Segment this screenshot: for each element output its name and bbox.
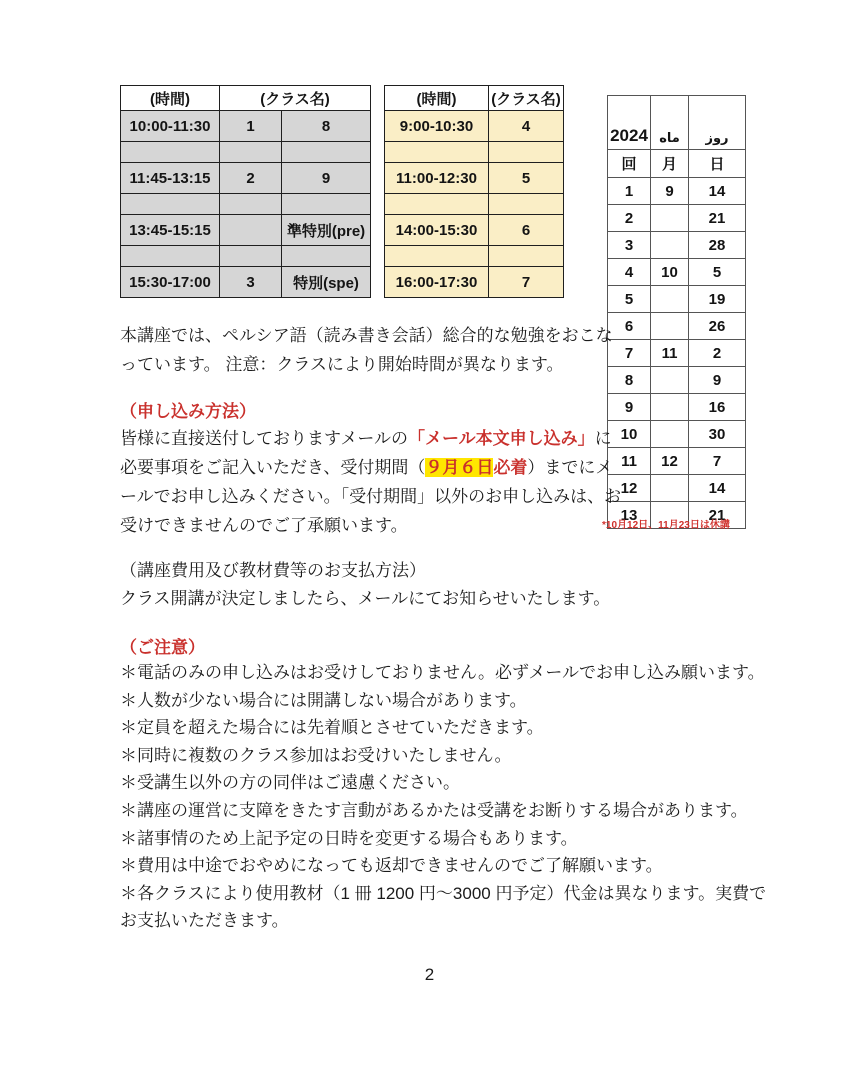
month-cell: 12 — [651, 448, 689, 475]
spacer-cell — [220, 142, 282, 163]
time-cell: 10:00-11:30 — [121, 111, 220, 142]
calendar-year: 2024 — [608, 96, 651, 150]
month-cell: 10 — [651, 259, 689, 286]
session-cell: 5 — [608, 286, 651, 313]
calendar-day-header: 日 — [689, 150, 746, 178]
day-cell: 19 — [689, 286, 746, 313]
left-table-header-class: (クラス名) — [220, 86, 371, 111]
mail-application-emphasis: 「メール本文申し込み」 — [407, 429, 595, 448]
class-cell: 2 — [220, 163, 282, 194]
month-cell: 9 — [651, 178, 689, 205]
session-cell: 11 — [608, 448, 651, 475]
schedule-table-right — [384, 85, 564, 298]
session-cell: 10 — [608, 421, 651, 448]
month-cell — [651, 421, 689, 448]
session-cell: 4 — [608, 259, 651, 286]
month-cell — [651, 475, 689, 502]
calendar-day-label-farsi: روز — [689, 96, 746, 150]
month-cell — [651, 367, 689, 394]
spacer-cell — [282, 142, 371, 163]
session-cell: 12 — [608, 475, 651, 502]
notice-item: ＊各クラスにより使用教材（1 冊 1200 円～3000 円予定）代金は異なります。実費でお支払いただきます。 — [120, 883, 767, 931]
application-text-mid: に必要事項をご記入いただき、受付期間（ — [120, 429, 612, 477]
day-cell: 9 — [689, 367, 746, 394]
month-cell — [651, 313, 689, 340]
time-cell: 11:00-12:30 — [385, 163, 489, 194]
calendar-month-label-farsi: ماه — [651, 96, 689, 150]
class-cell: 4 — [489, 111, 564, 142]
spacer-cell — [385, 142, 489, 163]
deadline-note: 必着 — [493, 458, 528, 477]
class-cell: 9 — [282, 163, 371, 194]
session-cell: 7 — [608, 340, 651, 367]
left-table-header-time: (時間) — [121, 86, 220, 111]
class-cell: 3 — [220, 267, 282, 298]
notice-item: ＊諸事情のため上記予定の日時を変更する場合もあります。 — [120, 828, 578, 848]
spacer-cell — [121, 194, 220, 215]
spacer-cell — [220, 246, 282, 267]
day-cell: 16 — [689, 394, 746, 421]
time-cell: 16:00-17:30 — [385, 267, 489, 298]
day-cell: 14 — [689, 475, 746, 502]
notice-item: ＊同時に複数のクラス参加はお受けいたしません。 — [120, 745, 512, 765]
payment-heading: （講座費用及び教材費等のお支払方法） — [120, 561, 426, 580]
session-cell: 3 — [608, 232, 651, 259]
notice-list — [120, 659, 768, 935]
spacer-cell — [489, 142, 564, 163]
notice-item: ＊電話のみの申し込みはお受けしておりません。必ずメールでお申し込み願います。 — [120, 663, 765, 682]
month-cell — [651, 286, 689, 313]
calendar-footnote: *10月12日、11月23日は休講 — [602, 520, 730, 531]
session-calendar-table — [607, 95, 746, 529]
class-cell: 準特別(pre) — [282, 215, 371, 246]
class-cell: 6 — [489, 215, 564, 246]
notice-item: ＊講座の運営に支障をきたす言動があるかたは受講をお断りする場合があります。 — [120, 800, 748, 820]
spacer-cell — [489, 194, 564, 215]
class-cell — [220, 215, 282, 246]
day-cell: 2 — [689, 340, 746, 367]
payment-paragraph: クラス開講が決定しましたら、メールにてお知らせいたします。 — [120, 589, 611, 608]
class-cell: 1 — [220, 111, 282, 142]
spacer-cell — [385, 194, 489, 215]
notice-item: ＊費用は中途でおやめになっても返却できませんのでご了解願います。 — [120, 856, 663, 876]
right-table-header-class: (クラス名) — [489, 86, 564, 111]
class-cell: 8 — [282, 111, 371, 142]
spacer-cell — [489, 246, 564, 267]
application-text-after: ）までにメールでお申し込みください。「受付期間」以外のお申し込みは、お受けできませんのでご了承願います。 — [120, 458, 622, 535]
day-cell: 5 — [689, 259, 746, 286]
schedule-table-left — [120, 85, 371, 298]
time-cell: 9:00-10:30 — [385, 111, 489, 142]
application-text-before: 皆様に直接送付しておりますメールの — [120, 429, 408, 448]
notice-item: ＊人数が少ない場合には開講しない場合があります。 — [120, 690, 527, 710]
day-cell: 26 — [689, 313, 746, 340]
application-heading: （申し込み方法） — [120, 402, 256, 421]
calendar-month-header: 月 — [651, 150, 689, 178]
time-cell: 14:00-15:30 — [385, 215, 489, 246]
session-cell: 8 — [608, 367, 651, 394]
month-cell — [651, 232, 689, 259]
month-cell — [651, 205, 689, 232]
notice-item: ＊定員を超えた場合には先着順とさせていただきます。 — [120, 718, 544, 738]
right-table-header-time: (時間) — [385, 86, 489, 111]
class-cell: 特別(spe) — [282, 267, 371, 298]
session-cell: 6 — [608, 313, 651, 340]
spacer-cell — [121, 142, 220, 163]
spacer-cell — [385, 246, 489, 267]
page-number: 2 — [424, 965, 435, 984]
day-cell: 21 — [689, 205, 746, 232]
notice-heading: （ご注意） — [120, 638, 205, 657]
month-cell: 11 — [651, 340, 689, 367]
session-cell: 2 — [608, 205, 651, 232]
spacer-cell — [220, 194, 282, 215]
notice-item: ＊受講生以外の方の同伴はご遠慮ください。 — [120, 773, 460, 793]
time-cell: 13:45-15:15 — [121, 215, 220, 246]
day-cell: 14 — [689, 178, 746, 205]
day-cell: 30 — [689, 421, 746, 448]
class-cell: 7 — [489, 267, 564, 298]
application-paragraph — [120, 424, 622, 540]
session-cell: 13 — [608, 502, 651, 529]
time-cell: 11:45-13:15 — [121, 163, 220, 194]
month-cell — [651, 394, 689, 421]
session-cell: 9 — [608, 394, 651, 421]
class-cell: 5 — [489, 163, 564, 194]
spacer-cell — [282, 194, 371, 215]
deadline-date-highlight: ９月６日 — [425, 458, 494, 477]
calendar-session-header: 回 — [608, 150, 651, 178]
session-cell: 1 — [608, 178, 651, 205]
day-cell: 7 — [689, 448, 746, 475]
spacer-cell — [282, 246, 371, 267]
day-cell: 28 — [689, 232, 746, 259]
spacer-cell — [121, 246, 220, 267]
day-cell: 21 — [689, 502, 746, 529]
intro-paragraph: 本講座では、ペルシア語（読み書き会話）総合的な勉強をおこなっています。 注意：クラスにより開始時間が異なります。 — [120, 326, 613, 374]
time-cell: 15:30-17:00 — [121, 267, 220, 298]
